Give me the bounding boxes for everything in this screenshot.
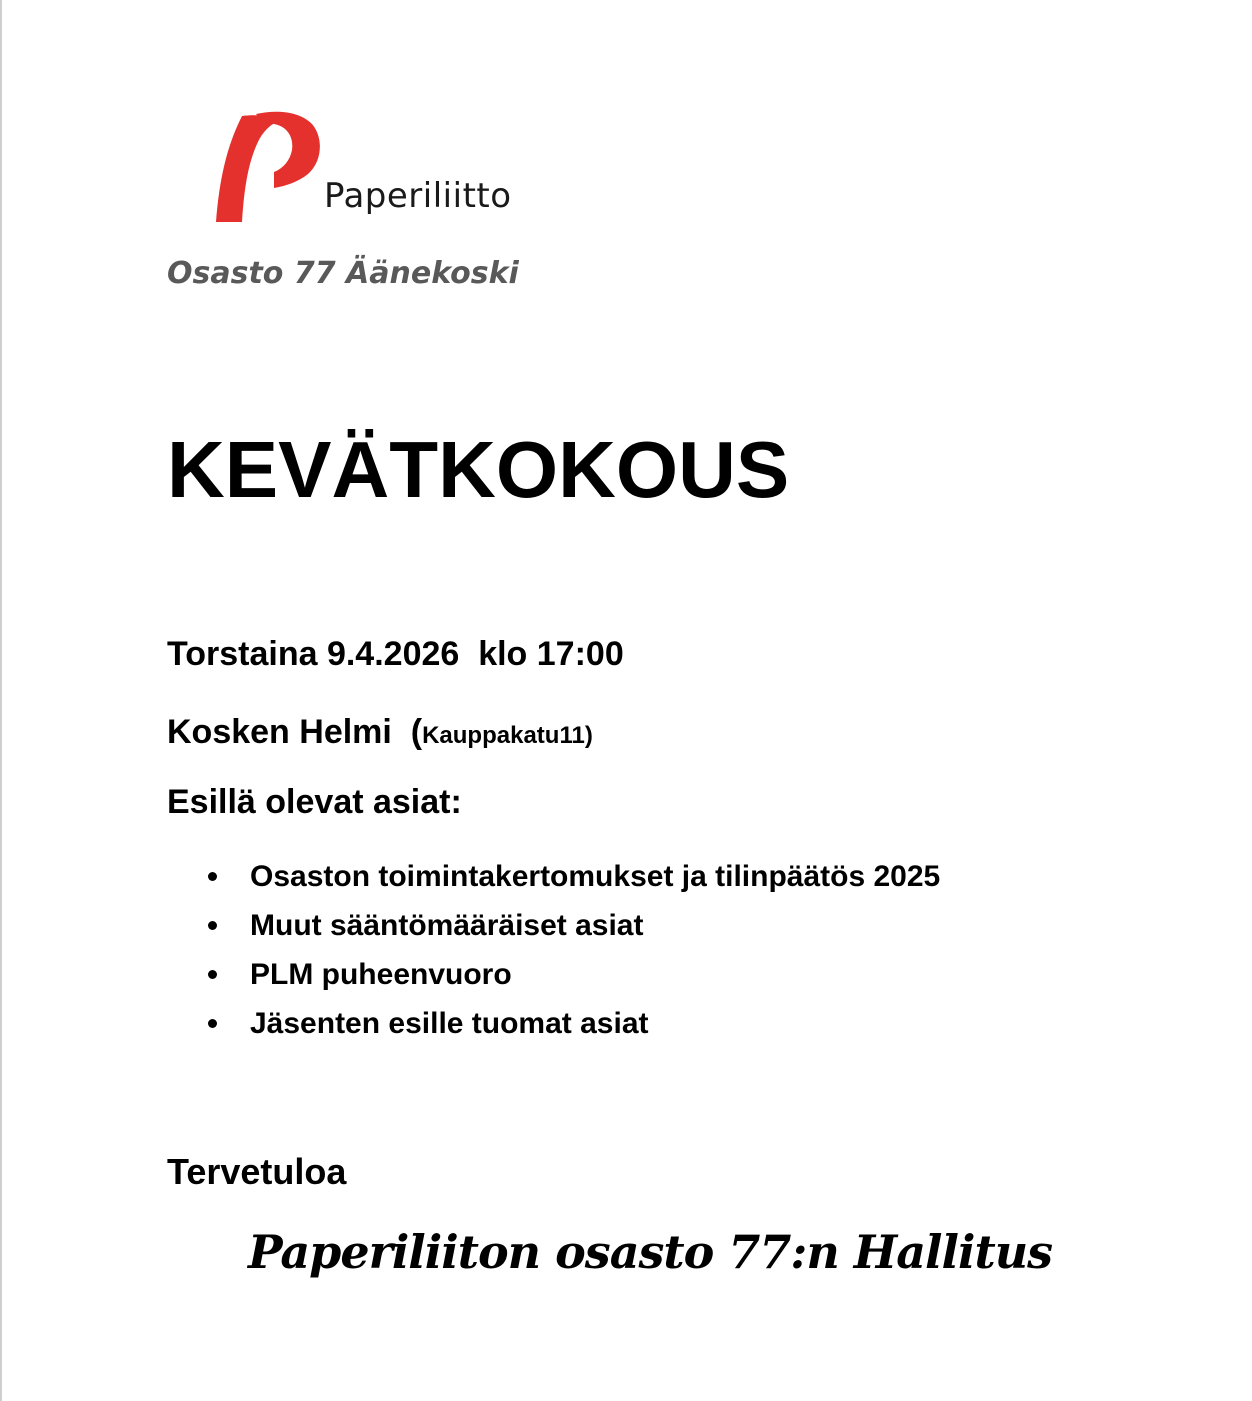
- branch-subtitle: Osasto 77 Äänekoski: [167, 256, 519, 291]
- paperiliitto-logo: [212, 110, 562, 228]
- meeting-place: [167, 712, 593, 756]
- page-left-border: [0, 0, 2, 1401]
- place-address: Kauppakatu11): [422, 722, 593, 749]
- agenda-item: [208, 852, 940, 901]
- agenda-item: [208, 999, 940, 1048]
- bullet-dot-icon: [208, 970, 217, 979]
- bullet-dot-icon: [208, 872, 217, 881]
- board-signature: Paperiliiton osasto 77:n Hallitus: [248, 1225, 1053, 1279]
- bullet-dot-icon: [208, 921, 217, 930]
- logo-wordmark: Paperiliitto: [324, 176, 512, 216]
- bullet-dot-icon: [208, 1019, 217, 1028]
- address-paren: (: [410, 713, 423, 751]
- agenda-heading: Esillä olevat asiat:: [167, 783, 462, 821]
- agenda-item-text: PLM puheenvuoro: [250, 958, 512, 991]
- page-title: KEVÄTKOKOUS: [167, 425, 790, 514]
- place-name: Kosken Helmi: [167, 713, 392, 751]
- meeting-date-time: Torstaina 9.4.2026 klo 17:00: [167, 635, 624, 673]
- agenda-item: [208, 950, 940, 999]
- logo-p-stem: [216, 115, 282, 222]
- agenda-item-text: Osaston toimintakertomukset ja tilinpäätös 2025: [250, 860, 941, 893]
- agenda-item-text: Jäsenten esille tuomat asiat: [250, 1007, 649, 1040]
- agenda-item: [208, 901, 940, 950]
- welcome-text: Tervetuloa: [167, 1151, 347, 1192]
- agenda-item-text: Muut sääntömääräiset asiat: [250, 909, 644, 942]
- paperiliitto-p-logo-icon: [212, 110, 324, 228]
- agenda-list: [208, 852, 940, 1048]
